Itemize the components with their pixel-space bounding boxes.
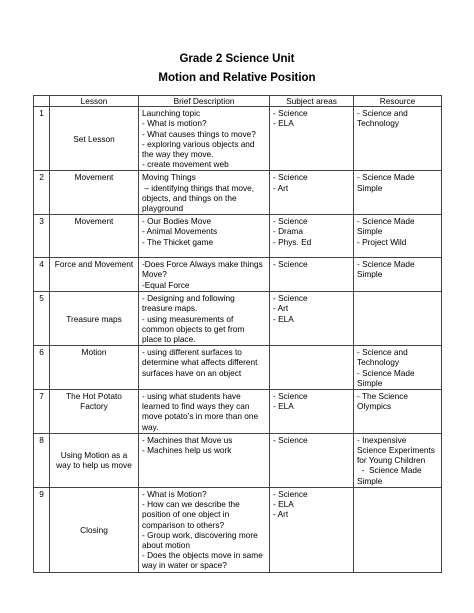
table-row <box>34 171 442 215</box>
subject-line: - Art <box>273 303 289 314</box>
table-row <box>34 215 442 258</box>
subject-line: - Art <box>273 509 289 520</box>
subject-line: - Science <box>273 434 308 445</box>
resource-cell <box>354 258 442 292</box>
resource-cell <box>354 346 442 390</box>
resource-cell <box>354 487 442 572</box>
lesson-line: Using Motion as a way to help us move <box>56 450 132 471</box>
subject-areas-cell <box>270 171 354 215</box>
subject-line: - Science <box>273 259 308 270</box>
subject-areas-cell <box>270 107 354 171</box>
resource-line: - Science Made Simple <box>357 216 417 237</box>
lesson-table <box>33 95 442 573</box>
resource-line: - The Science Olympics <box>357 391 411 412</box>
description-line: - Our Bodies Move <box>142 216 212 227</box>
description-line: - Group work, discovering more about motion <box>142 529 261 550</box>
description-line: - What causes things to move? <box>142 128 256 139</box>
row-number: 8 <box>34 433 50 487</box>
lesson-cell <box>50 292 139 346</box>
row-number: 5 <box>34 292 50 346</box>
lesson-cell <box>50 171 139 215</box>
description-line: - The Thicket game <box>142 236 214 247</box>
row-number: 6 <box>34 346 50 390</box>
description-line: - using different surfaces to determine what affects different surfaces have on an object <box>142 347 260 378</box>
resource-cell <box>354 433 442 487</box>
subject-areas-cell <box>270 258 354 292</box>
table-row <box>34 292 442 346</box>
subject-areas-cell <box>270 433 354 487</box>
document-subtitle: Motion and Relative Position <box>158 72 316 84</box>
resource-line: - Science and Technology <box>357 347 410 368</box>
subject-line: - ELA <box>273 118 294 129</box>
document-title: Grade 2 Science Unit <box>179 53 295 65</box>
subject-line: - Science <box>273 488 308 499</box>
description-line: - Does the objects move in same way in water or space? <box>142 550 266 571</box>
resource-line: - Science Made Simple <box>357 367 417 388</box>
subject-areas-cell <box>270 487 354 572</box>
description-cell <box>139 346 270 390</box>
resource-cell <box>354 292 442 346</box>
subject-line: - Science <box>273 216 308 227</box>
table-row <box>34 258 442 292</box>
description-line: Launching topic <box>142 108 201 119</box>
description-cell <box>139 292 270 346</box>
lesson-line: Movement <box>74 216 114 227</box>
description-line: -Does Force Always make things Move? <box>142 259 266 280</box>
subject-areas-cell <box>270 346 354 390</box>
lesson-cell <box>50 390 139 434</box>
subject-line: - Drama <box>273 226 303 237</box>
header-lesson: Lesson <box>50 96 139 107</box>
lesson-line: Movement <box>74 172 114 183</box>
header-subject-areas: Subject areas <box>270 96 354 107</box>
subject-line: - Science <box>273 172 308 183</box>
description-line: - Machines that Move us <box>142 434 233 445</box>
header-description: Brief Description <box>139 96 270 107</box>
description-line: - create movement web <box>142 159 229 170</box>
description-line: - What is motion? <box>142 118 207 129</box>
subject-line: - Science <box>273 108 308 119</box>
resource-cell <box>354 390 442 434</box>
resource-line: - Science Made Simple <box>357 259 417 280</box>
lesson-line: Motion <box>81 347 107 358</box>
table-row <box>34 433 442 487</box>
subject-line: - Phys. Ed <box>273 236 312 247</box>
lesson-cell <box>50 433 139 487</box>
table-row <box>34 107 442 171</box>
lesson-cell <box>50 107 139 171</box>
description-cell <box>139 487 270 572</box>
resource-cell <box>354 215 442 258</box>
subject-line: - ELA <box>273 499 294 510</box>
description-line: - exploring various objects and the way they move. <box>142 138 257 160</box>
resource-line: - Inexpensive Science Experiments for Young Children <box>357 434 438 466</box>
lesson-line: Force and Movement <box>54 259 134 270</box>
description-line: -Equal Force <box>142 279 190 290</box>
subject-line: - Science <box>273 391 308 402</box>
description-cell <box>139 107 270 171</box>
row-number: 2 <box>34 171 50 215</box>
lesson-line: Closing <box>80 524 108 535</box>
resource-cell <box>354 107 442 171</box>
table-row <box>34 346 442 390</box>
subject-areas-cell <box>270 215 354 258</box>
row-number: 4 <box>34 258 50 292</box>
table-row <box>34 487 442 572</box>
title-block <box>0 50 474 88</box>
description-line: - using measurements of common objects to get from place to place. <box>142 313 247 345</box>
description-line: - How can we describe the position of one object in comparison to others? <box>142 499 243 530</box>
row-number: 7 <box>34 390 50 434</box>
lesson-cell <box>50 346 139 390</box>
description-line: - What is Motion? <box>142 488 207 499</box>
description-line: - Designing and following treasure maps. <box>142 293 238 314</box>
description-cell <box>139 433 270 487</box>
subject-line: - Art <box>273 182 289 193</box>
subject-areas-cell <box>270 390 354 434</box>
subject-areas-cell <box>270 292 354 346</box>
lesson-line: Treasure maps <box>66 313 122 324</box>
lesson-line: Set Lesson <box>73 133 115 144</box>
header-num <box>34 96 50 107</box>
subject-line: - Science <box>273 293 308 304</box>
subject-line: - ELA <box>273 313 294 324</box>
table-row <box>34 390 442 434</box>
lesson-cell <box>50 258 139 292</box>
description-line: – identifying things that move, objects, and things on the playground <box>142 182 257 214</box>
resource-line: - Science Made Simple <box>357 172 417 193</box>
description-line: - Animal Movements <box>142 226 218 237</box>
description-line: - using what students have learned to find ways they can move potato’s in more than one way. <box>142 391 261 432</box>
description-line: - Machines help us work <box>142 445 232 456</box>
resource-line: - Science and Technology <box>357 108 410 129</box>
resource-line: - Project Wild <box>357 236 407 247</box>
description-line: Moving Things <box>142 172 196 183</box>
description-cell <box>139 390 270 434</box>
resource-line: - Science Made Simple <box>357 465 424 486</box>
row-number: 9 <box>34 487 50 572</box>
resource-cell <box>354 171 442 215</box>
lesson-cell <box>50 215 139 258</box>
description-cell <box>139 215 270 258</box>
description-cell <box>139 258 270 292</box>
subject-line: - ELA <box>273 401 294 412</box>
row-number: 3 <box>34 215 50 258</box>
lesson-cell <box>50 487 139 572</box>
row-number: 1 <box>34 107 50 171</box>
header-resource: Resource <box>354 96 442 107</box>
lesson-line: The Hot Potato Factory <box>66 391 125 412</box>
header-row <box>34 96 442 107</box>
description-cell <box>139 171 270 215</box>
